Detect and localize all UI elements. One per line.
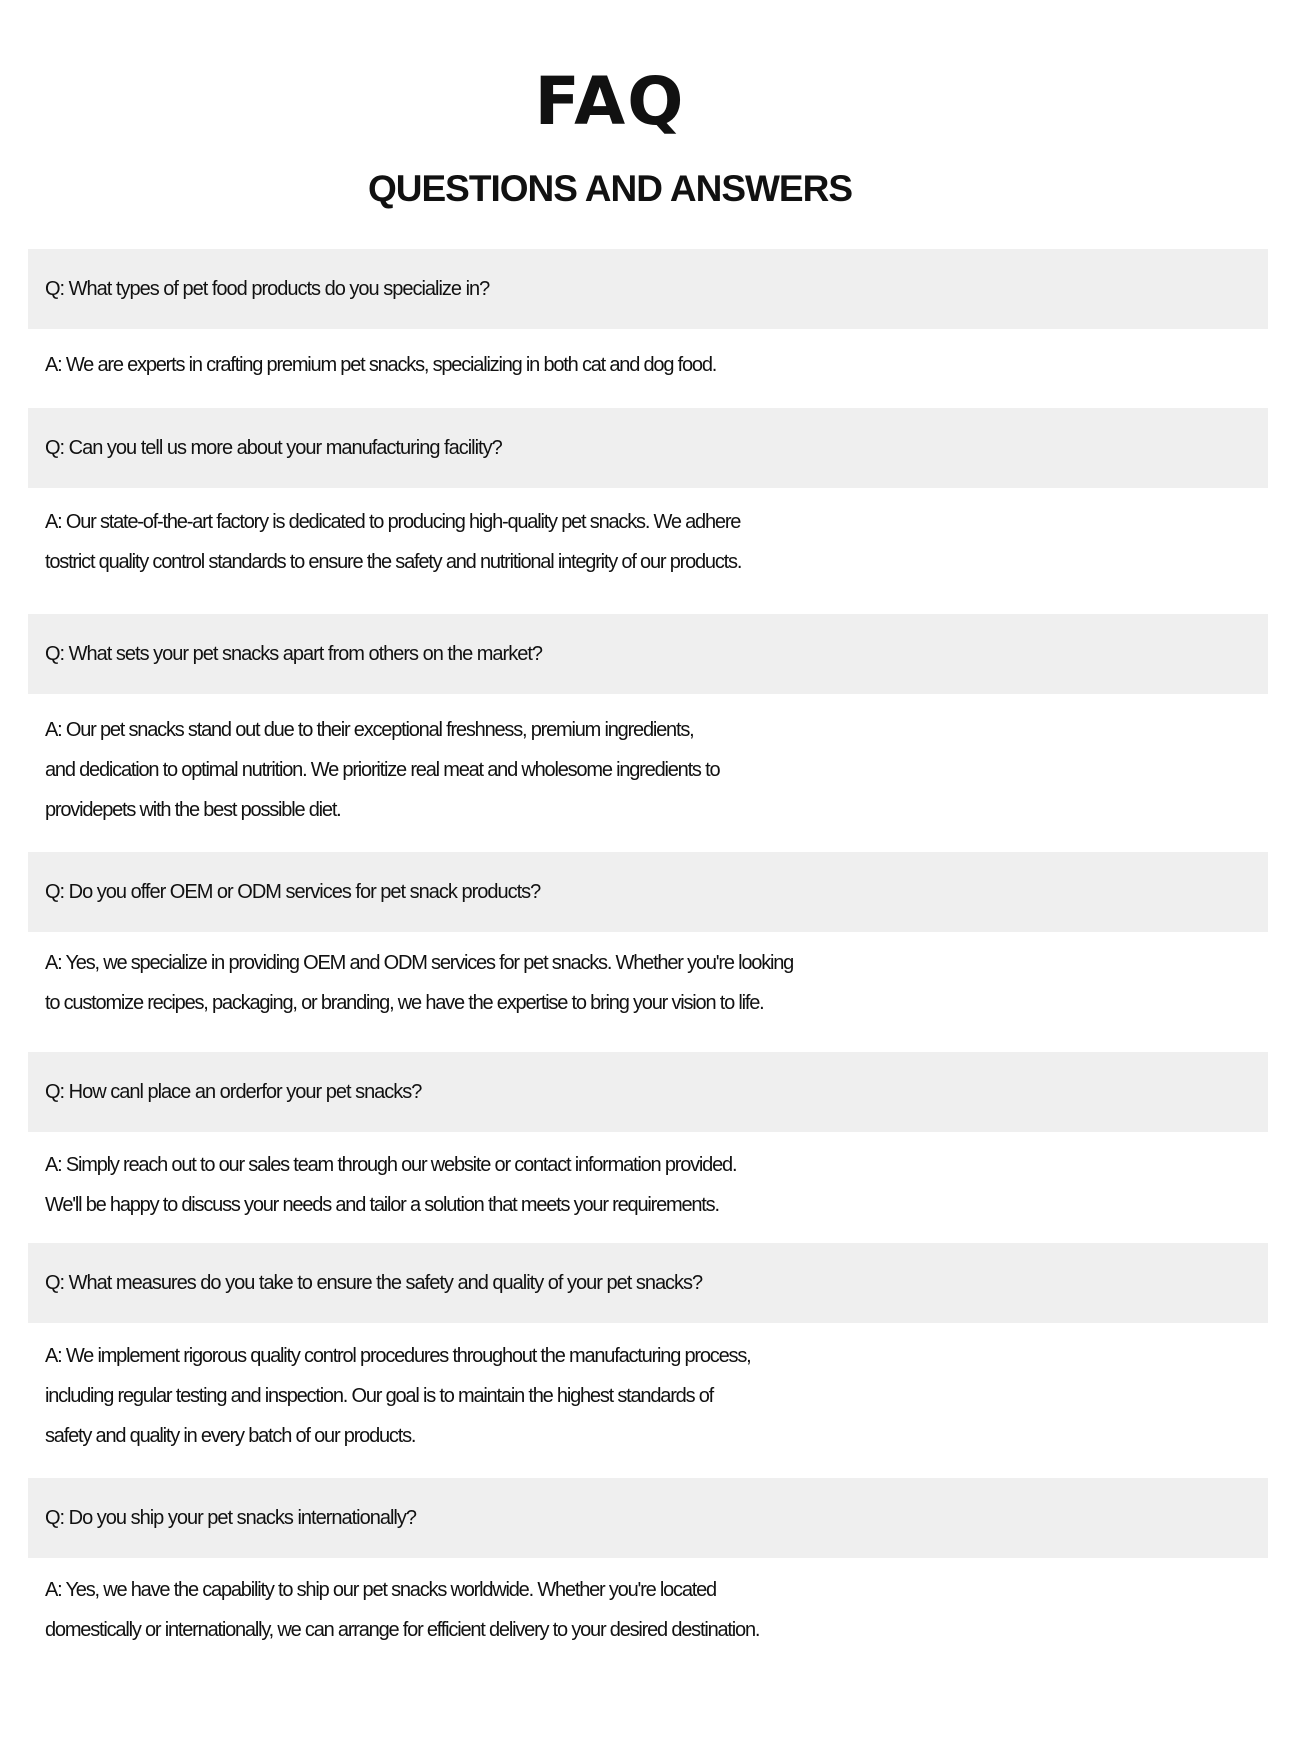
faq-answer-6 — [45, 1336, 1275, 1456]
answer-line: A: We implement rigorous quality control procedures throughout the manufacturing process, — [45, 1345, 751, 1367]
answer-line: including regular testing and inspection. Our goal is to maintain the highest standards of — [45, 1385, 714, 1407]
answer-line: to customize recipes, packaging, or branding, we have the expertise to bring your vision to life. — [45, 992, 764, 1014]
answer-line: safety and quality in every batch of our products. — [45, 1425, 416, 1447]
answer-line: A: Yes, we specialize in providing OEM and ODM services for pet snacks. Whether you're looking — [45, 952, 794, 974]
answer-line: domestically or internationally, we can arrange for efficient delivery to your desired destination. — [45, 1619, 760, 1641]
faq-question-5: Q: How canl place an orderfor your pet snacks? — [28, 1052, 1268, 1132]
answer-line: A: Our state-of-the-art factory is dedicated to producing high-quality pet snacks. We adhere — [45, 511, 741, 533]
answer-line: A: We are experts in crafting premium pet snacks, specializing in both cat and dog food. — [45, 354, 717, 376]
page-subtitle: QUESTIONS AND ANSWERS — [367, 168, 852, 209]
faq-question-3: Q: What sets your pet snacks apart from others on the market? — [28, 614, 1268, 694]
answer-line: A: Yes, we have the capability to ship our pet snacks worldwide. Whether you're located — [45, 1579, 716, 1601]
faq-question-7: Q: Do you ship your pet snacks internationally? — [28, 1478, 1268, 1558]
faq-question-2: Q: Can you tell us more about your manufacturing facility? — [28, 408, 1268, 488]
page-title: FAQ — [534, 63, 686, 140]
answer-line: We'll be happy to discuss your needs and tailor a solution that meets your requirements. — [45, 1194, 719, 1216]
faq-answer-7 — [45, 1570, 1275, 1650]
faq-answer-3 — [45, 710, 1275, 830]
faq-answer-2 — [45, 502, 1275, 582]
answer-line: A: Our pet snacks stand out due to their exceptional freshness, premium ingredients, — [45, 719, 694, 741]
answer-line: and dedication to optimal nutrition. We prioritize real meat and wholesome ingredients to — [45, 759, 720, 781]
faq-question-6: Q: What measures do you take to ensure the safety and quality of your pet snacks? — [28, 1243, 1268, 1323]
faq-answer-5 — [45, 1145, 1275, 1225]
answer-line: providepets with the best possible diet. — [45, 799, 341, 821]
faq-answer-1 — [45, 345, 1275, 385]
faq-question-1: Q: What types of pet food products do you specialize in? — [28, 249, 1268, 329]
faq-question-4: Q: Do you offer OEM or ODM services for pet snack products? — [28, 852, 1268, 932]
answer-line: tostrict quality control standards to ensure the safety and nutritional integrity of our products. — [45, 551, 742, 573]
faq-answer-4 — [45, 943, 1275, 1023]
answer-line: A: Simply reach out to our sales team through our website or contact information provided. — [45, 1154, 737, 1176]
